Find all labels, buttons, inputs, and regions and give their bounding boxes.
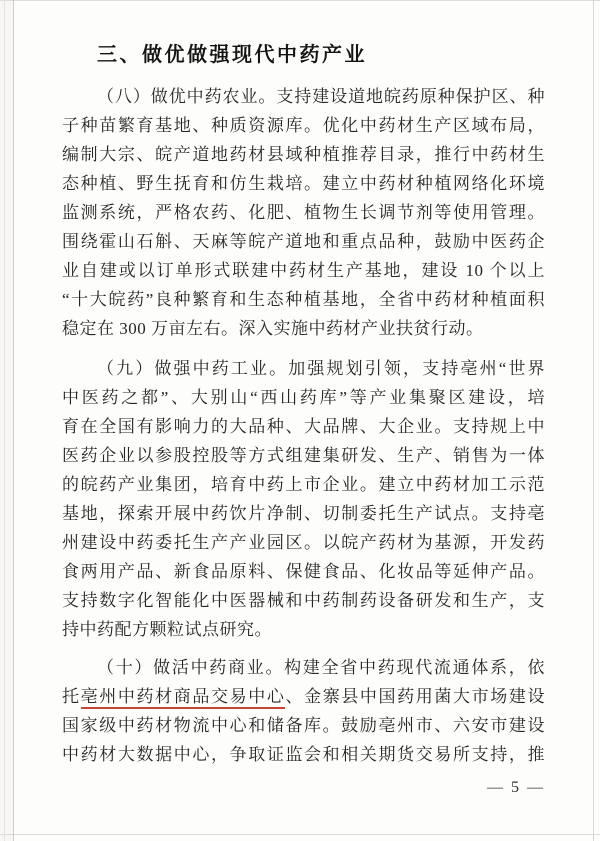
scan-left-band [0, 0, 14, 841]
text-line: 支持数字化智能化中医器械和中药制药设备研发和生产，支 [62, 591, 545, 610]
scan-pink-line [13, 0, 14, 841]
text-segment: 托 [62, 687, 81, 706]
text-line: 育在全国有影响力的大品种、大品牌、大企业。支持规上中 [62, 417, 545, 436]
text-line: 子种苗繁育基地、种质资源库。优化中药材生产区域布局， [62, 116, 545, 135]
text-line: 稳定在 300 万亩左右。深入实施中药材产业扶贫行动。 [62, 319, 484, 338]
document-body [62, 42, 545, 799]
text-line: 中药材大数据中心，争取证监会和相关期货交易所支持，推 [62, 745, 545, 764]
text-line: 监测系统，严格农药、化肥、植物生长调节剂等使用管理。 [62, 203, 545, 222]
text-line: 基地，探索开展中药饮片净制、切制委托生产试点。支持亳 [62, 504, 545, 523]
text-line: 的皖药产业集团，培育中药上市企业。建立中药材加工示范 [62, 475, 545, 494]
paragraph-item-10 [62, 653, 545, 769]
text-line: （九）做强中药工业。加强规划引领，支持亳州“世界 [97, 359, 545, 378]
text-line-with-annotation [62, 682, 545, 711]
text-line: （十）做活中药商业。构建全省中药现代流通体系，依 [97, 658, 545, 677]
text-line: “十大皖药”良种繁育和生态种植基地，全省中药材种植面积 [62, 290, 545, 309]
text-line: 中医药之都”、大别山“西山药库”等产业集聚区建设，培 [62, 388, 545, 407]
section-heading: 三、做优做强现代中药产业 [97, 44, 367, 66]
text-line: 编制大宗、皖产道地药材县域种植推荐目录，推行中药材生 [62, 145, 545, 164]
text-line: 围绕霍山石斛、天麻等皖产道地和重点品种，鼓励中医药企 [62, 232, 545, 251]
red-underline-annotation: 亳州中药材商品交易中心 [81, 687, 286, 709]
scan-top-edge [0, 0, 600, 1]
text-line: 医药企业以参股控股等方式组建集研发、生产、销售为一体 [62, 446, 545, 465]
paragraph-item-9 [62, 354, 545, 644]
scan-left-edge [4, 0, 5, 841]
scan-right-edge [593, 0, 594, 841]
text-segment: 、金寨县中国药用菌大市场建设 [285, 687, 545, 706]
text-line: 态种植、野生抚育和仿生栽培。建立中药材种植网络化环境 [62, 174, 545, 193]
text-line: （八）做优中药农业。支持建设道地皖药原种保护区、种 [97, 87, 545, 106]
text-line: 业自建或以订单形式联建中药材生产基地，建设 10 个以上 [62, 261, 545, 280]
text-line: 州建设中药委托生产产业园区。以皖产药材为基源，开发药 [62, 533, 545, 552]
text-line: 持中药配方颗粒试点研究。 [62, 620, 272, 639]
scan-bottom-edge [0, 834, 600, 835]
text-line: 国家级中药材物流中心和储备库。鼓励亳州市、六安市建设 [62, 716, 545, 735]
paragraph-item-8 [62, 82, 545, 343]
text-line: 食两用产品、新食品原料、保健食品、化妆品等延伸产品。 [62, 562, 545, 581]
page-number: — 5 — [487, 779, 545, 796]
